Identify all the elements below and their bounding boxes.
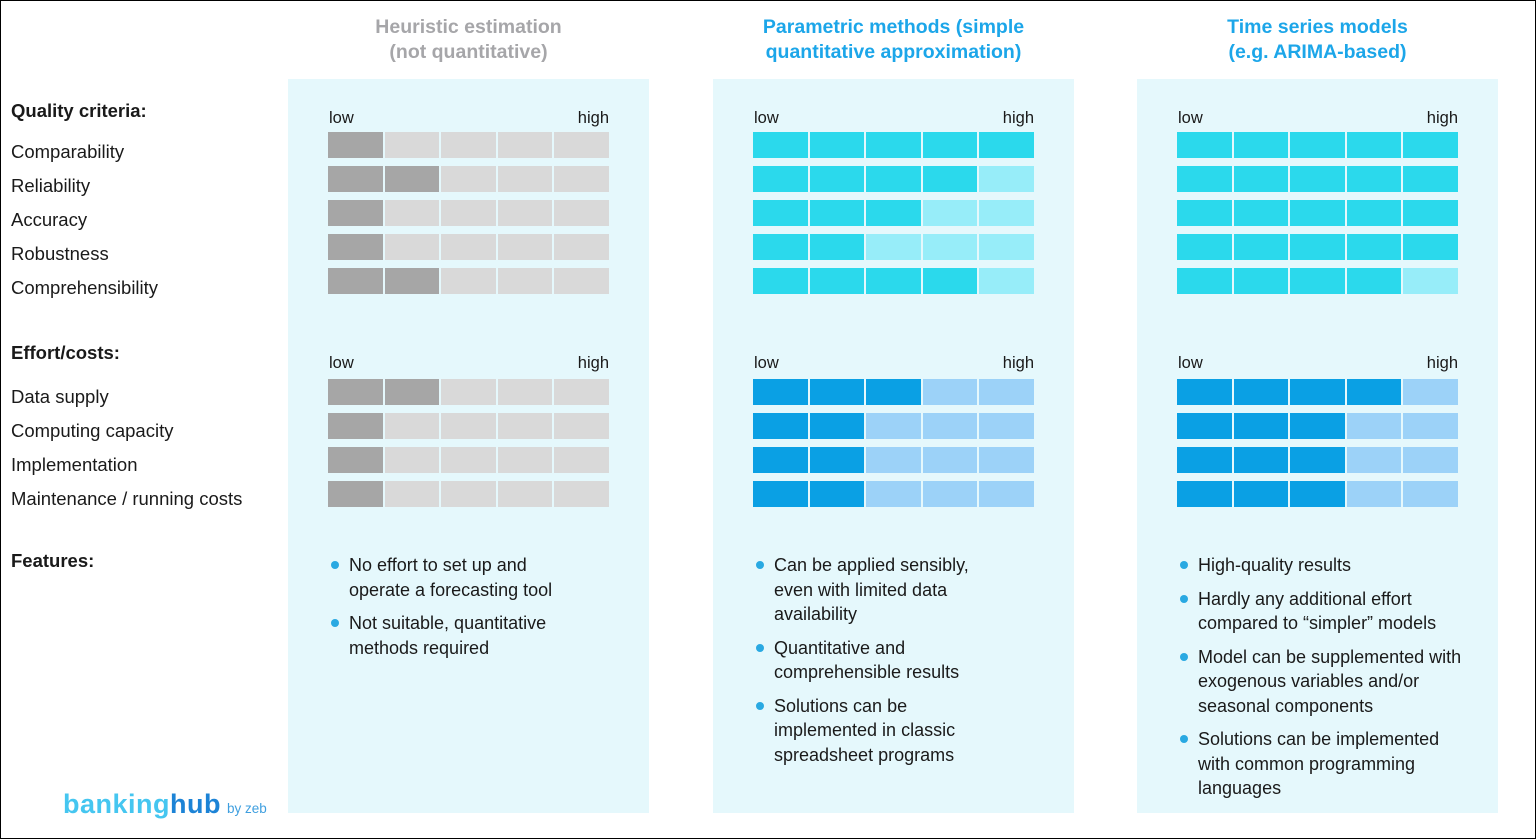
column-title-line1: Parametric methods (simple [762, 16, 1025, 38]
bar-segment [441, 447, 496, 473]
bar-segment [441, 200, 496, 226]
effort-rating-bars [753, 379, 1034, 515]
scale-low-label: low [1178, 354, 1203, 372]
bar-segment [979, 413, 1034, 439]
bar-segment [1347, 132, 1402, 158]
bar-segment [554, 447, 609, 473]
rating-bar [753, 268, 1034, 294]
bar-segment [441, 268, 496, 294]
bar-segment [1234, 481, 1289, 507]
column-title [1107, 15, 1528, 65]
bar-segment [498, 166, 553, 192]
row-label-implementation: Implementation [11, 454, 138, 475]
bar-segment [1347, 379, 1402, 405]
scale-low-label: low [329, 109, 354, 127]
quality-scale-labels [1178, 108, 1458, 128]
effort-scale-labels [754, 353, 1034, 373]
bar-segment [810, 234, 865, 260]
bar-segment [1290, 132, 1345, 158]
bar-segment [328, 481, 383, 507]
bar-segment [1290, 234, 1345, 260]
rating-bar [328, 234, 609, 260]
bar-segment [1347, 481, 1402, 507]
bar-segment [1403, 268, 1458, 294]
features-list [753, 553, 985, 776]
bar-segment [810, 166, 865, 192]
bar-segment [1403, 379, 1458, 405]
feature-text: Model can be supplemented with exogenous variables and/or seasonal components [1198, 646, 1462, 716]
bar-segment [866, 413, 921, 439]
bar-segment [1347, 268, 1402, 294]
column-heuristic [288, 1, 649, 839]
rating-bar [1177, 166, 1458, 192]
bar-segment [1290, 379, 1345, 405]
bar-segment [1403, 413, 1458, 439]
bullet-icon [1180, 595, 1188, 603]
bar-segment [753, 268, 808, 294]
bar-segment [385, 481, 440, 507]
bar-segment [498, 413, 553, 439]
scale-high-label: high [577, 354, 609, 372]
row-label-accuracy: Accuracy [11, 209, 88, 230]
scale-low-label: low [754, 109, 779, 127]
column-title-line1: Time series models [1227, 16, 1408, 38]
bar-segment [979, 268, 1034, 294]
bar-segment [441, 379, 496, 405]
bar-segment [1177, 481, 1232, 507]
bar-segment [1234, 447, 1289, 473]
rating-bar [1177, 413, 1458, 439]
bullet-icon [756, 644, 764, 652]
rating-bar [753, 447, 1034, 473]
bar-segment [441, 234, 496, 260]
bar-segment [1290, 200, 1345, 226]
bar-segment [554, 379, 609, 405]
bar-segment [923, 166, 978, 192]
rating-bar [1177, 481, 1458, 507]
scale-high-label: high [1002, 109, 1034, 127]
bar-segment [1403, 481, 1458, 507]
bar-segment [328, 268, 383, 294]
feature-item [1177, 553, 1469, 578]
rating-bar [328, 166, 609, 192]
quality-scale-labels [754, 108, 1034, 128]
logo-byzeb-text: by zeb [227, 801, 267, 816]
bar-segment [385, 379, 440, 405]
features-list [1177, 553, 1469, 810]
bar-segment [1290, 413, 1345, 439]
bar-segment [498, 481, 553, 507]
scale-low-label: low [754, 354, 779, 372]
column-title [683, 15, 1104, 65]
rating-bar [328, 132, 609, 158]
bar-segment [554, 268, 609, 294]
bar-segment [866, 447, 921, 473]
bar-segment [866, 234, 921, 260]
scale-low-label: low [329, 354, 354, 372]
bar-segment [1234, 166, 1289, 192]
bar-segment [810, 481, 865, 507]
bar-segment [441, 481, 496, 507]
bar-segment [328, 379, 383, 405]
column-panel [288, 79, 649, 813]
rating-bar [1177, 268, 1458, 294]
rating-bar [753, 413, 1034, 439]
bar-segment [498, 447, 553, 473]
bar-segment [328, 413, 383, 439]
scale-high-label: high [577, 109, 609, 127]
feature-text: Solutions can be implemented in classic spreadsheet programs [774, 695, 956, 765]
bar-segment [753, 132, 808, 158]
bar-segment [498, 132, 553, 158]
bar-segment [498, 379, 553, 405]
feature-item [753, 694, 985, 768]
feature-item [753, 553, 985, 627]
quality-rating-bars [753, 132, 1034, 302]
scale-low-label: low [1178, 109, 1203, 127]
feature-text: Solutions can be implemented with common programming languages [1198, 729, 1440, 798]
bar-segment [328, 447, 383, 473]
bar-segment [753, 234, 808, 260]
bar-segment [866, 481, 921, 507]
bullet-icon [756, 702, 764, 710]
bar-segment [810, 447, 865, 473]
bar-segment [1177, 413, 1232, 439]
row-label-data-supply: Data supply [11, 386, 109, 407]
bar-segment [385, 166, 440, 192]
rating-bar [753, 481, 1034, 507]
bar-segment [810, 132, 865, 158]
bar-segment [328, 132, 383, 158]
bullet-icon [756, 561, 764, 569]
bar-segment [385, 268, 440, 294]
rating-bar [1177, 132, 1458, 158]
bar-segment [498, 268, 553, 294]
bar-segment [1177, 234, 1232, 260]
bar-segment [554, 200, 609, 226]
bar-segment [923, 481, 978, 507]
bullet-icon [1180, 561, 1188, 569]
rating-bar [328, 447, 609, 473]
row-label-maintenance-costs: Maintenance / running costs [11, 488, 243, 509]
bar-segment [923, 132, 978, 158]
bar-segment [1403, 234, 1458, 260]
rating-bar [753, 166, 1034, 192]
rating-bar [753, 200, 1034, 226]
bullet-icon [331, 619, 339, 627]
bar-segment [1234, 413, 1289, 439]
bar-segment [1403, 166, 1458, 192]
quality-rating-bars [1177, 132, 1458, 302]
column-title-line2: (not quantitative) [389, 41, 548, 63]
bar-segment [385, 447, 440, 473]
bar-segment [923, 413, 978, 439]
scale-high-label: high [1426, 354, 1458, 372]
rating-bar [1177, 200, 1458, 226]
bar-segment [810, 200, 865, 226]
feature-item [1177, 587, 1469, 636]
scale-high-label: high [1426, 109, 1458, 127]
bar-segment [923, 268, 978, 294]
bar-segment [1234, 379, 1289, 405]
bar-segment [1403, 132, 1458, 158]
bar-segment [979, 447, 1034, 473]
bar-segment [554, 413, 609, 439]
bar-segment [441, 413, 496, 439]
feature-text: Quantitative and comprehensible results [774, 637, 960, 682]
quality-scale-labels [329, 108, 609, 128]
column-panel [1137, 79, 1498, 813]
row-label-comprehensibility: Comprehensibility [11, 277, 159, 298]
features-heading: Features: [11, 550, 95, 571]
bar-segment [554, 234, 609, 260]
bar-segment [979, 234, 1034, 260]
bar-segment [979, 132, 1034, 158]
bar-segment [498, 200, 553, 226]
bar-segment [866, 379, 921, 405]
bar-segment [1177, 379, 1232, 405]
bar-segment [554, 166, 609, 192]
feature-item [1177, 727, 1469, 801]
rating-bar [328, 379, 609, 405]
bar-segment [1177, 447, 1232, 473]
bankinghub-logo [63, 789, 267, 820]
bar-segment [923, 379, 978, 405]
bar-segment [554, 132, 609, 158]
bar-segment [328, 166, 383, 192]
feature-item [1177, 645, 1469, 719]
bar-segment [866, 132, 921, 158]
feature-item [753, 636, 985, 685]
column-title-line2: (e.g. ARIMA-based) [1228, 41, 1407, 63]
bar-segment [385, 132, 440, 158]
row-label-comparability: Comparability [11, 141, 125, 162]
bar-segment [385, 234, 440, 260]
rating-bar [328, 413, 609, 439]
feature-item [328, 553, 560, 602]
scale-high-label: high [1002, 354, 1034, 372]
rating-bar [328, 268, 609, 294]
bar-segment [979, 200, 1034, 226]
bar-segment [1234, 234, 1289, 260]
feature-text: Hardly any additional effort compared to “simpler” models [1198, 588, 1437, 633]
bar-segment [441, 132, 496, 158]
bar-segment [1290, 481, 1345, 507]
bar-segment [554, 481, 609, 507]
quality-rating-bars [328, 132, 609, 302]
bar-segment [1403, 447, 1458, 473]
column-parametric [713, 1, 1074, 839]
rating-bar [753, 132, 1034, 158]
bar-segment [1234, 200, 1289, 226]
bullet-icon [331, 561, 339, 569]
feature-text: High-quality results [1198, 555, 1352, 575]
bar-segment [753, 447, 808, 473]
column-title [258, 15, 679, 65]
bar-segment [810, 268, 865, 294]
feature-item [328, 611, 560, 660]
rating-bar [1177, 447, 1458, 473]
row-label-robustness: Robustness [11, 243, 109, 264]
bar-segment [923, 447, 978, 473]
rating-bar [753, 379, 1034, 405]
bar-segment [753, 166, 808, 192]
bar-segment [753, 379, 808, 405]
logo-banking-text: banking [63, 789, 171, 819]
bar-segment [1347, 447, 1402, 473]
bar-segment [1347, 413, 1402, 439]
bar-segment [810, 379, 865, 405]
feature-text: Not suitable, quantitative methods required [349, 613, 547, 658]
logo-hub-text: hub [170, 789, 221, 819]
bar-segment [753, 413, 808, 439]
bar-segment [441, 166, 496, 192]
bar-segment [979, 166, 1034, 192]
bar-segment [1403, 200, 1458, 226]
effort-rating-bars [328, 379, 609, 515]
bar-segment [1234, 132, 1289, 158]
feature-text: Can be applied sensibly, even with limited data availability [774, 555, 969, 624]
bar-segment [385, 413, 440, 439]
bar-segment [979, 379, 1034, 405]
bar-segment [810, 413, 865, 439]
bar-segment [753, 481, 808, 507]
bar-segment [1290, 447, 1345, 473]
features-list [328, 553, 560, 669]
bar-segment [1347, 200, 1402, 226]
bullet-icon [1180, 735, 1188, 743]
quality-criteria-heading: Quality criteria: [11, 100, 147, 121]
feature-text: No effort to set up and operate a forecasting tool [349, 555, 553, 600]
bar-segment [1177, 166, 1232, 192]
column-title-line1: Heuristic estimation [375, 16, 562, 38]
bar-segment [1177, 268, 1232, 294]
rating-bar [753, 234, 1034, 260]
rating-bar [328, 481, 609, 507]
row-label-computing-capacity: Computing capacity [11, 420, 174, 441]
effort-scale-labels [1178, 353, 1458, 373]
bar-segment [385, 200, 440, 226]
bar-segment [923, 200, 978, 226]
effort-scale-labels [329, 353, 609, 373]
bar-segment [1290, 166, 1345, 192]
rating-bar [328, 200, 609, 226]
row-label-reliability: Reliability [11, 175, 91, 196]
bar-segment [1290, 268, 1345, 294]
bar-segment [1177, 132, 1232, 158]
bullet-icon [1180, 653, 1188, 661]
effort-rating-bars [1177, 379, 1458, 515]
bar-segment [753, 200, 808, 226]
column-title-line2: quantitative approximation) [765, 41, 1022, 63]
bar-segment [866, 166, 921, 192]
bar-segment [866, 200, 921, 226]
bar-segment [1347, 166, 1402, 192]
bar-segment [498, 234, 553, 260]
column-panel [713, 79, 1074, 813]
effort-costs-heading: Effort/costs: [11, 342, 120, 363]
bar-segment [1347, 234, 1402, 260]
bar-segment [979, 481, 1034, 507]
bar-segment [866, 268, 921, 294]
bar-segment [1177, 200, 1232, 226]
bar-segment [328, 200, 383, 226]
column-timeseries [1137, 1, 1498, 839]
rating-bar [1177, 379, 1458, 405]
bar-segment [328, 234, 383, 260]
bar-segment [1234, 268, 1289, 294]
rating-bar [1177, 234, 1458, 260]
bar-segment [923, 234, 978, 260]
